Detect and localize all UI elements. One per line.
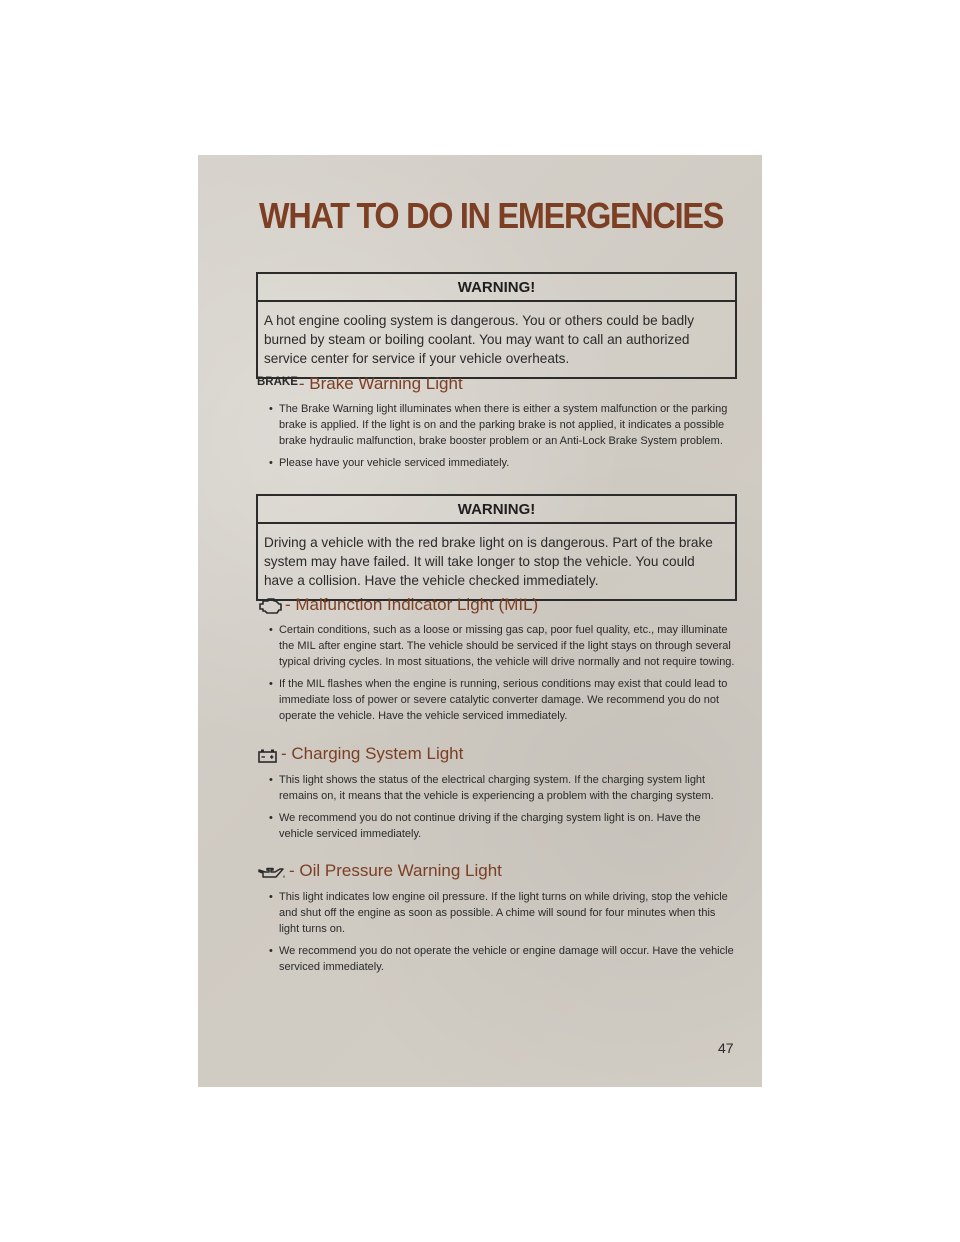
list-item: • We recommend you do not operate the vehicle or engine damage will occur. Have the vehicle serviced immediately.	[267, 943, 737, 975]
section-title-mil	[257, 595, 538, 615]
page-number: 47	[718, 1040, 734, 1056]
warning-body: Driving a vehicle with the red brake light on is dangerous. Part of the brake system may have failed. It will take longer to stop the vehicle. You could have a collision. Have the vehicle checked immediately.	[264, 535, 713, 588]
page-header: WHAT TO DO IN EMERGENCIES	[259, 195, 724, 236]
section-title-charging	[257, 744, 463, 764]
warning-body: A hot engine cooling system is dangerous. You or others could be badly burned by steam or boiling coolant. You may want to call an authorized service center for service if your vehicle overheats.	[264, 313, 695, 366]
list-item: • If the MIL flashes when the engine is running, serious conditions may exist that could lead to immediate loss of power or severe catalytic converter damage. We recommend you do not operate the vehicle. Have the vehicle serviced immediately.	[267, 676, 737, 724]
warning-box-cooling	[256, 272, 737, 379]
brake-bullets	[267, 401, 737, 477]
battery-icon	[257, 748, 279, 764]
list-item: • This light shows the status of the electrical charging system. If the charging system light remains on, it means that the vehicle is experiencing a problem with the charging system.	[267, 772, 737, 804]
brake-tag: BRAKE	[257, 376, 298, 388]
section-title-text: - Malfunction Indicator Light (MIL)	[285, 595, 539, 614]
list-item: • We recommend you do not continue driving if the charging system light is on. Have the vehicle serviced immediately.	[267, 810, 737, 842]
charging-bullets	[267, 772, 737, 848]
list-item: • Please have your vehicle serviced immediately.	[267, 455, 737, 471]
warning-title: WARNING!	[258, 274, 735, 302]
list-item: • This light indicates low engine oil pressure. If the light turns on while driving, stop the vehicle and shut off the engine as soon as possible. A chime will sound for four minutes when this light turns on.	[267, 889, 737, 937]
list-item: • Certain conditions, such as a loose or missing gas cap, poor fuel quality, etc., may illuminate the MIL after engine start. The vehicle should be serviced if the light stays on through several typical driving cycles. In most situations, the vehicle will drive normally and not require towing.	[267, 622, 737, 670]
warning-box-brake	[256, 494, 737, 601]
warning-title: WARNING!	[258, 496, 735, 524]
section-title-text: - Charging System Light	[281, 744, 464, 763]
mil-bullets	[267, 622, 737, 730]
manual-page	[198, 155, 762, 1087]
section-title-brake	[257, 374, 463, 394]
oil-bullets	[267, 889, 737, 981]
section-title-text: - Oil Pressure Warning Light	[289, 861, 502, 880]
section-title-text: - Brake Warning Light	[298, 374, 463, 393]
list-item: • The Brake Warning light illuminates when there is either a system malfunction or the parking brake is applied. If the light is on and the parking brake is not applied, it indicates a possible brake hydraulic malfunction, brake booster problem or an Anti-Lock Brake System problem.	[267, 401, 737, 449]
engine-icon	[257, 597, 283, 615]
section-title-oil	[257, 861, 502, 881]
oil-can-icon	[257, 865, 287, 881]
